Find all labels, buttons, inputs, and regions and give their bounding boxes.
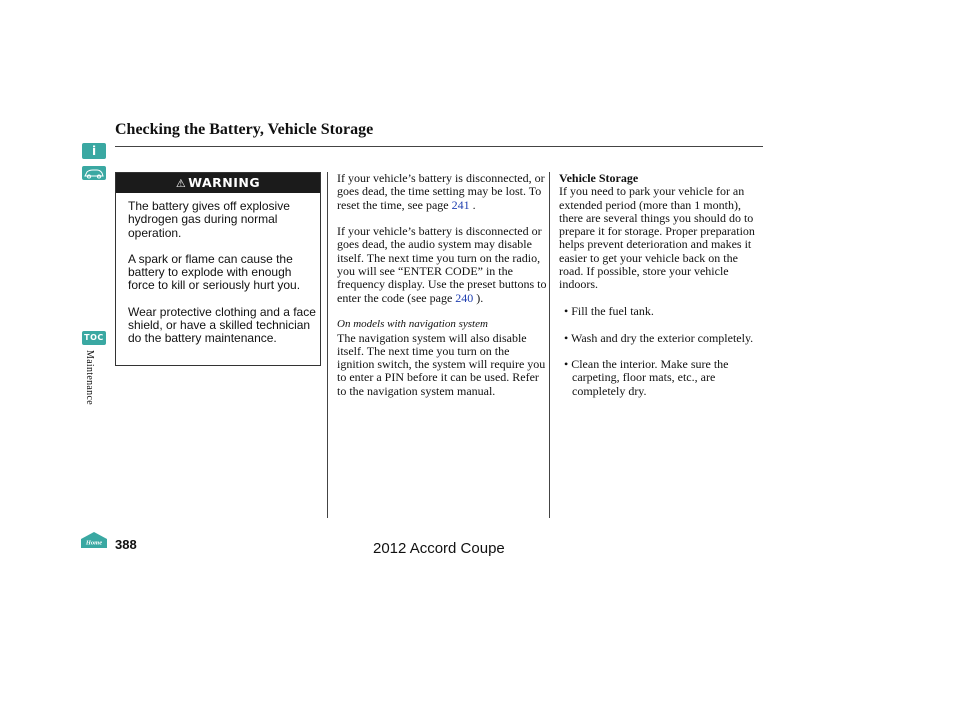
section-label: Maintenance (84, 350, 95, 405)
warning-paragraph: A spark or flame can cause the battery to explode with enough force to kill or seriously hurt you. (128, 251, 301, 293)
right-column (559, 172, 763, 398)
car-icon[interactable] (82, 166, 106, 180)
warning-body (128, 200, 316, 359)
warning-box (115, 172, 321, 366)
page-title: Checking the Battery, Vehicle Storage (115, 121, 374, 138)
home-icon[interactable] (80, 531, 108, 549)
warning-heading-text: WARNING (188, 175, 261, 190)
warning-triangle-icon: ⚠ (175, 177, 187, 190)
middle-column (337, 172, 547, 398)
list-item: • Fill the fuel tank. (564, 303, 654, 318)
vehicle-storage-heading: Vehicle Storage (559, 171, 639, 185)
page-number: 388 (115, 537, 137, 552)
list-item: • Clean the interior. Make sure the carpeting, floor mats, etc., are completely dry. (564, 357, 729, 398)
navigation-model-label: On models with navigation system (337, 318, 488, 331)
warning-heading (116, 173, 320, 193)
clock-reset-paragraph: If your vehicle’s battery is disconnected, or goes dead, the time setting may be lost. To reset the time, see page 241 . (337, 171, 545, 212)
info-icon[interactable]: i (82, 143, 106, 159)
column-divider (327, 172, 328, 518)
toc-button[interactable]: TOC (82, 331, 106, 345)
page-link-240[interactable]: 240 (455, 290, 474, 305)
warning-paragraph: Wear protective clothing and a face shield, or have a skilled technician do the battery maintenance. (128, 304, 316, 346)
list-item: • Wash and dry the exterior completely. (564, 330, 754, 345)
navigation-paragraph: The navigation system will also disable itself. The next time you turn on the ignition switch, the system will require you to enter a PIN before it can be used. Refer to the navigation system manual. (337, 330, 546, 398)
column-divider (549, 172, 550, 518)
title-divider (115, 146, 763, 147)
vehicle-storage-intro: If you need to park your vehicle for an extended period (more than 1 month), there are several things you should do to prepare it for storage. Proper preparation helps prevent deterioration and makes it easier to get your vehicle back on the road. If possible, store your vehicle indoors. (559, 184, 755, 292)
home-label: Home (85, 539, 103, 547)
audio-code-paragraph: If your vehicle’s battery is disconnected or goes dead, the audio system may disable itself. The next time you turn on the radio, you will see “ENTER CODE” in the frequency display. Use the preset buttons to enter the code (see page 240 ). (337, 224, 547, 305)
page-link-241[interactable]: 241 (451, 197, 470, 212)
model-name: 2012 Accord Coupe (373, 540, 505, 557)
warning-paragraph: The battery gives off explosive hydrogen gas during normal operation. (128, 199, 290, 240)
